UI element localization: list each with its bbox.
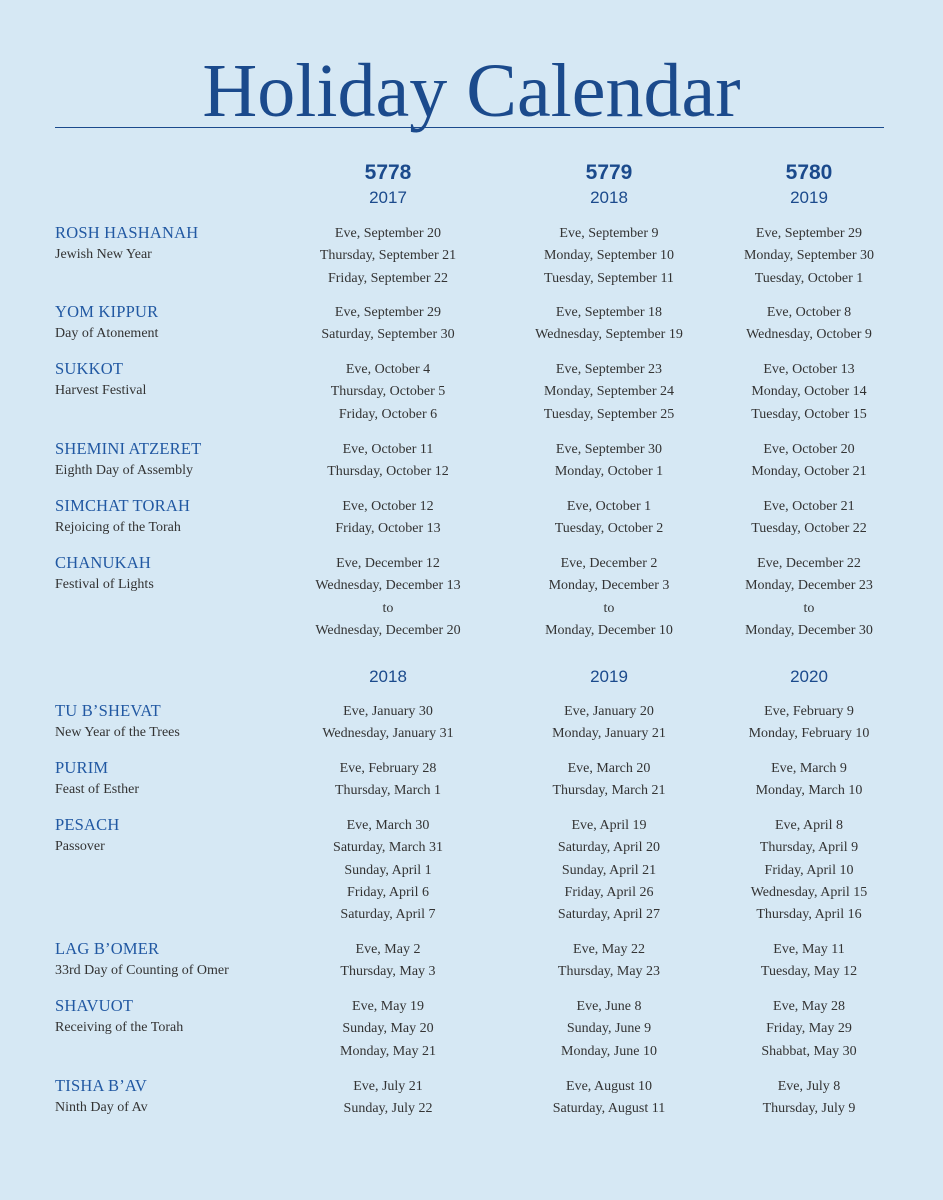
date-cell [499, 302, 719, 347]
holiday-name: TISHA B’AV [55, 1076, 148, 1095]
date-line: Eve, June 8 [576, 999, 642, 1014]
holiday-subtitle: Rejoicing of the Torah [55, 520, 181, 535]
date-line: Monday, September 10 [543, 248, 675, 264]
date-cell [699, 553, 919, 642]
holiday-name: SHAVUOT [55, 996, 134, 1015]
date-line: Eve, October 12 [342, 499, 434, 514]
holiday-subtitle: Passover [55, 839, 105, 854]
date-line: Thursday, March 21 [552, 783, 666, 799]
date-line: Thursday, September 21 [319, 248, 457, 264]
date-line: Thursday, May 3 [340, 964, 436, 980]
holiday-name: TU B’SHEVAT [55, 701, 161, 720]
date-line: Thursday, April 9 [759, 840, 859, 856]
date-line: Eve, September 20 [334, 226, 442, 241]
date-line: Eve, October 8 [766, 305, 852, 320]
holiday-subtitle: New Year of the Trees [55, 725, 180, 740]
date-cell [699, 1076, 919, 1121]
date-line: to [382, 600, 394, 616]
date-line: Monday, December 30 [745, 622, 873, 638]
holiday-row [0, 358, 943, 422]
date-line: Wednesday, December 20 [315, 622, 461, 638]
date-cell [278, 758, 498, 803]
date-line: Eve, August 10 [566, 1079, 652, 1094]
date-line: Thursday, October 12 [327, 464, 449, 480]
date-cell [699, 302, 919, 347]
date-cell [499, 439, 719, 484]
date-cell [699, 815, 919, 926]
holiday-name: SIMCHAT TORAH [55, 496, 191, 515]
date-line: Thursday, July 9 [762, 1101, 856, 1117]
date-line: Eve, March 30 [346, 818, 430, 833]
date-line: Friday, September 22 [327, 270, 448, 286]
date-line: Eve, October 11 [342, 442, 434, 457]
date-line: Tuesday, October 1 [754, 270, 864, 286]
date-cell [699, 439, 919, 484]
holiday-row [0, 438, 943, 480]
date-line: Eve, December 12 [336, 556, 440, 571]
date-line: Monday, December 23 [745, 578, 873, 594]
date-cell [699, 701, 919, 746]
holiday-row [0, 301, 943, 343]
holiday-name: SUKKOT [55, 359, 124, 378]
date-cell [499, 815, 719, 926]
column-header-3 [709, 161, 909, 210]
holiday-row [0, 1075, 943, 1117]
date-line: Monday, September 30 [743, 248, 875, 264]
date-line: Eve, September 18 [555, 305, 663, 320]
date-cell [499, 223, 719, 290]
date-line: Tuesday, October 2 [554, 521, 664, 537]
date-cell [278, 359, 498, 426]
date-line: Thursday, March 1 [334, 783, 441, 799]
date-line: Eve, October 1 [566, 499, 652, 514]
date-cell [499, 359, 719, 426]
holiday-row [0, 814, 943, 923]
column-header-1 [288, 161, 488, 210]
holiday-name: SHEMINI ATZERET [55, 439, 202, 458]
date-cell [499, 939, 719, 984]
date-cell [278, 302, 498, 347]
date-line: Eve, May 19 [352, 999, 424, 1014]
date-line: Tuesday, October 22 [751, 521, 867, 537]
year-header-1: 2018 [369, 667, 407, 686]
date-line: Eve, March 9 [771, 761, 847, 776]
date-line: Friday, October 6 [338, 406, 438, 422]
date-line: Eve, April 19 [571, 818, 647, 833]
date-line: Sunday, April 21 [561, 862, 657, 878]
date-line: Monday, October 21 [751, 464, 867, 480]
gregorian-year: 2019 [790, 188, 828, 207]
date-line: Wednesday, October 9 [746, 327, 872, 343]
holiday-subtitle: Jewish New Year [55, 247, 152, 262]
date-cell [278, 701, 498, 746]
date-cell [278, 939, 498, 984]
holiday-subtitle: Day of Atonement [55, 326, 159, 341]
date-line: Eve, December 22 [757, 556, 861, 571]
date-line: Saturday, April 27 [557, 907, 661, 923]
date-line: Eve, September 29 [334, 305, 442, 320]
year-header-2: 2019 [590, 667, 628, 686]
date-line: Sunday, May 20 [342, 1021, 434, 1037]
date-line: Tuesday, October 15 [751, 406, 867, 422]
holiday-subtitle: Eighth Day of Assembly [55, 463, 194, 478]
holiday-name: PESACH [55, 815, 120, 834]
date-cell [499, 996, 719, 1063]
date-line: Eve, April 8 [774, 818, 844, 833]
holiday-row [0, 757, 943, 799]
holiday-name: LAG B’OMER [55, 939, 160, 958]
date-cell [499, 1076, 719, 1121]
date-line: Eve, May 22 [573, 942, 645, 957]
date-line: Monday, October 14 [751, 384, 867, 400]
date-cell [278, 223, 498, 290]
date-line: Eve, May 28 [773, 999, 845, 1014]
date-line: Friday, April 6 [347, 884, 429, 900]
date-line: Friday, April 26 [564, 884, 654, 900]
date-line: Monday, December 3 [548, 578, 670, 594]
holiday-subtitle: Harvest Festival [55, 383, 147, 398]
date-line: Monday, September 24 [543, 384, 675, 400]
date-line: Shabbat, May 30 [761, 1043, 857, 1059]
gregorian-year: 2017 [369, 188, 407, 207]
date-line: Monday, December 10 [545, 622, 673, 638]
column-header-2 [509, 161, 709, 210]
date-line: Thursday, April 16 [756, 907, 862, 923]
date-line: Monday, June 10 [561, 1043, 657, 1059]
date-line: Wednesday, December 13 [315, 578, 461, 594]
date-line: Eve, October 4 [345, 362, 431, 377]
date-line: Sunday, June 9 [566, 1021, 652, 1037]
holiday-subtitle: Ninth Day of Av [55, 1100, 148, 1115]
date-cell [699, 758, 919, 803]
date-line: Eve, May 2 [355, 942, 421, 957]
holiday-subtitle: Feast of Esther [55, 782, 139, 797]
holiday-row [0, 495, 943, 537]
date-line: Sunday, April 1 [344, 862, 432, 878]
date-cell [699, 996, 919, 1063]
holiday-row [0, 938, 943, 980]
date-cell [278, 815, 498, 926]
date-line: Friday, May 29 [766, 1021, 852, 1037]
date-cell [499, 701, 719, 746]
date-line: Eve, March 20 [567, 761, 651, 776]
hebrew-year: 5778 [364, 161, 412, 184]
date-line: Tuesday, September 11 [544, 270, 674, 286]
date-line: Tuesday, September 25 [543, 406, 675, 422]
date-line: Wednesday, September 19 [535, 327, 683, 343]
date-line: to [603, 600, 615, 616]
date-line: Monday, January 21 [552, 726, 666, 742]
date-line: Thursday, October 5 [330, 384, 446, 400]
date-line: Eve, October 20 [763, 442, 855, 457]
date-line: Thursday, May 23 [557, 964, 661, 980]
holiday-name: CHANUKAH [55, 553, 152, 572]
date-line: Eve, September 29 [755, 226, 863, 241]
date-line: Eve, September 23 [555, 362, 663, 377]
date-line: Eve, December 2 [560, 556, 658, 571]
date-line: Eve, July 21 [353, 1079, 423, 1094]
holiday-subtitle: Festival of Lights [55, 577, 154, 592]
year-header-3: 2020 [790, 667, 828, 686]
date-line: Monday, May 21 [340, 1043, 436, 1059]
date-line: Eve, September 30 [555, 442, 663, 457]
holiday-name: YOM KIPPUR [55, 302, 159, 321]
holiday-row [0, 222, 943, 286]
date-line: Eve, May 11 [773, 942, 845, 957]
date-cell [499, 496, 719, 541]
holiday-row [0, 552, 943, 638]
title-divider [55, 127, 884, 128]
date-cell [278, 496, 498, 541]
date-cell [699, 359, 919, 426]
hebrew-year: 5779 [585, 161, 633, 184]
date-line: Wednesday, April 15 [750, 884, 868, 900]
date-line: Tuesday, May 12 [760, 964, 858, 980]
date-line: Saturday, April 20 [557, 840, 661, 856]
holiday-name: ROSH HASHANAH [55, 223, 199, 242]
holiday-row [0, 700, 943, 742]
holiday-subtitle: 33rd Day of Counting of Omer [55, 963, 229, 978]
date-line: Friday, April 10 [764, 862, 854, 878]
date-cell [278, 1076, 498, 1121]
date-line: Saturday, April 7 [340, 907, 436, 923]
date-line: Wednesday, January 31 [322, 726, 454, 742]
date-line: Eve, January 30 [343, 704, 433, 719]
date-cell [499, 758, 719, 803]
holiday-name: PURIM [55, 758, 109, 777]
gregorian-year: 2018 [590, 188, 628, 207]
date-line: Eve, October 21 [763, 499, 855, 514]
date-line: Saturday, August 11 [552, 1101, 666, 1117]
date-line: Saturday, September 30 [321, 327, 455, 343]
date-cell [499, 553, 719, 642]
date-line: Eve, February 28 [339, 761, 437, 776]
date-line: Saturday, March 31 [333, 840, 443, 856]
date-line: to [803, 600, 815, 616]
date-line: Eve, October 13 [763, 362, 855, 377]
date-line: Monday, February 10 [748, 726, 870, 742]
date-cell [278, 553, 498, 642]
page-title: Holiday Calendar [202, 49, 741, 133]
date-cell [278, 996, 498, 1063]
date-line: Monday, March 10 [755, 783, 863, 799]
date-cell [699, 223, 919, 290]
hebrew-year: 5780 [785, 161, 833, 184]
holiday-row [0, 995, 943, 1059]
date-line: Friday, October 13 [335, 521, 441, 537]
date-line: Eve, September 9 [559, 226, 659, 241]
date-line: Monday, October 1 [554, 464, 664, 480]
date-cell [699, 496, 919, 541]
date-cell [699, 939, 919, 984]
date-line: Eve, July 8 [777, 1079, 841, 1094]
holiday-subtitle: Receiving of the Torah [55, 1020, 184, 1035]
date-line: Sunday, July 22 [343, 1101, 433, 1117]
date-cell [278, 439, 498, 484]
date-line: Eve, February 9 [764, 704, 854, 719]
date-line: Eve, January 20 [564, 704, 654, 719]
